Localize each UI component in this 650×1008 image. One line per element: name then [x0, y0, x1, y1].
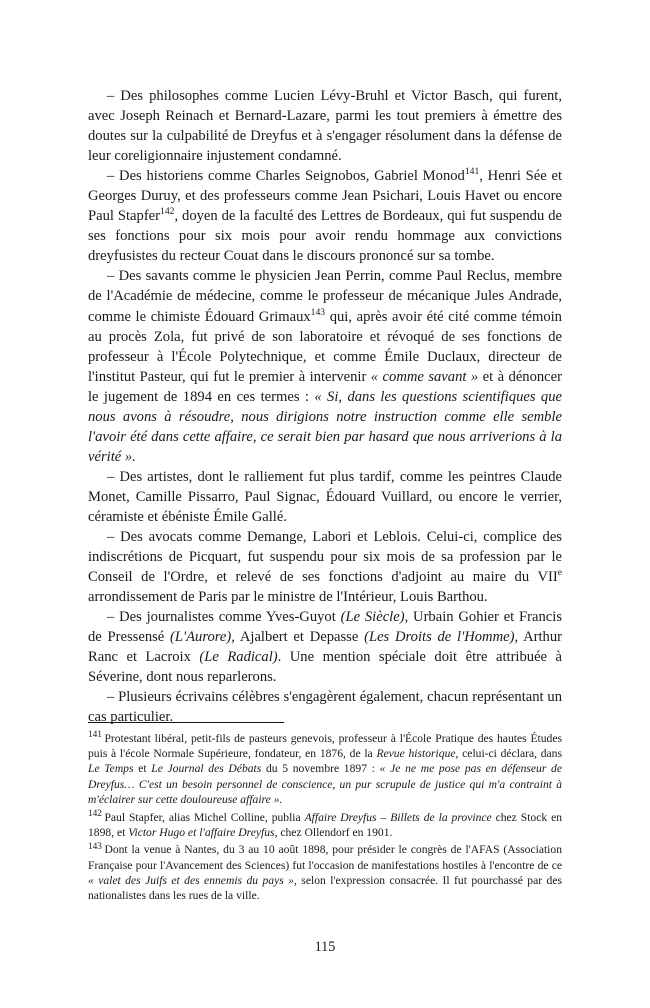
- text-run: Paul Stapfer, alias Michel Colline, publia: [104, 810, 305, 824]
- text-run: Dont la venue à Nantes, du 3 au 10 août 1898, pour présider le congrès de l'AFAS (Association Française pour l'Avancement des Sciences) fut l'occasion de manifestations hostiles à l'encontre de ce: [88, 843, 562, 872]
- text-run: chez Stock en 1898, et: [88, 810, 563, 839]
- footnote-reference-marker: 142: [160, 206, 175, 218]
- body-text-block: [88, 86, 562, 728]
- text-run: arrondissement de Paris par le ministre de l'Intérieur, Louis Barthou.: [88, 589, 488, 606]
- text-run: – Des philosophes comme Lucien Lévy-Bruhl et Victor Basch, qui furent, avec Joseph Reinach et Bernard-Lazare, parmi les tout premiers à émettre des doutes sur la culpabilité de Dreyfus et à s'engager résolument dans la défense de leur coreligionnaire injustement condamné.: [88, 88, 562, 165]
- italic-run: (Le Siècle): [340, 609, 405, 626]
- text-run: et à dénoncer le jugement de 1894 en ces termes :: [88, 368, 562, 405]
- footnote-reference-marker: 143: [310, 306, 326, 318]
- text-run: – Des journalistes comme Yves-Guyot: [107, 609, 341, 626]
- text-run: – Des savants comme le physicien Jean Perrin, comme Paul Reclus, membre de l'Académie de médecine, comme le professeur de mécanique Jules Andrade, comme le chimiste Édouard Grimaux: [88, 268, 562, 325]
- text-run: . Une mention spéciale doit être attribuée à Séverine, dont nous reparlerons.: [88, 649, 563, 686]
- footnote-number: 143: [88, 841, 102, 852]
- text-run: – Des artistes, dont le ralliement fut plus tardif, comme les peintres Claude Monet, Camille Pissarro, Paul Signac, Édouard Vuillard, ou encore le verrier, céramiste et ébéniste Émile Gallé.: [88, 468, 562, 525]
- italic-run: (L'Aurore): [170, 629, 232, 646]
- footnote-143: [88, 842, 562, 903]
- italic-run: « Je ne me pose pas en défenseur de Dreyfus… C'est un besoin personnel de conscience, un pur scrupule de justice qui m'a contraint à m'éclairer sur cette douloureuse affaire ».: [88, 762, 562, 806]
- italic-run: Affaire Dreyfus – Billets de la province: [304, 810, 492, 824]
- footnote-number: 141: [88, 730, 102, 741]
- footnote-reference-marker: 141: [464, 166, 480, 178]
- text-run: , Ajalbert et Depasse: [231, 629, 365, 646]
- text-run: , Arthur Ranc et Lacroix: [88, 629, 562, 666]
- italic-run: (Le Radical): [199, 649, 278, 666]
- page-number: 115: [314, 939, 336, 955]
- italic-run: Le Temps: [88, 762, 134, 776]
- text-run: , chez Ollendorf en 1901.: [274, 825, 393, 839]
- text-run: – Des historiens comme Charles Seignobos, Gabriel Monod: [107, 168, 465, 185]
- footnotes-block: [88, 731, 562, 906]
- par-savants: [88, 266, 562, 466]
- text-run: , selon l'expression consacrée. Il fut pourchassé par des nationalistes dans les rues de la ville.: [88, 873, 562, 903]
- footnote-141: [88, 731, 562, 807]
- italic-run: Le Journal des Débats: [151, 762, 262, 776]
- italic-run: Revue historique: [376, 747, 456, 761]
- text-run: – Des avocats comme Demange, Labori et Leblois. Celui-ci, complice des indiscrétions de Picquart, fut suspendu pour six mois de sa profession par le Conseil de l'Ordre, et relevé de ses fonctions d'adjoint au maire du VII: [88, 529, 562, 586]
- italic-run: Victor Hugo et l'affaire Dreyfus: [128, 825, 275, 839]
- footnote-142: [88, 810, 562, 840]
- footnote-number: 142: [88, 808, 102, 819]
- text-run: , Henri Sée et Georges Duruy, et des professeurs comme Jean Psichari, Louis Havet ou encore Paul Stapfer: [88, 168, 562, 225]
- par-avocats: [88, 527, 562, 607]
- italic-run: (Les Droits de l'Homme): [364, 629, 515, 646]
- italic-run: « comme savant »: [370, 368, 479, 385]
- par-historiens: [88, 166, 562, 266]
- text-run: Protestant libéral, petit-fils de pasteurs genevois, professeur à l'École Pratique des hautes Études puis à l'école Normale Supérieure, fondateur, en 1876, de la: [88, 732, 562, 761]
- text-run: du 5 novembre 1897 :: [261, 762, 380, 776]
- text-run: , doyen de la faculté des Lettres de Bordeaux, qui fut suspendu de ses fonctions pour six mois pour avoir rendu hommage aux convictions dreyfusistes du recteur Couat dans le discours prononcé sur sa tombe.: [88, 208, 562, 265]
- par-artistes: [88, 467, 562, 527]
- text-run: et: [133, 762, 152, 776]
- par-philosophes: [88, 86, 562, 166]
- italic-run: « valet des Juifs et des ennemis du pays »: [88, 873, 294, 887]
- text-run: – Plusieurs écrivains célèbres s'engagèrent également, chacun représentant un cas particulier.: [88, 689, 562, 726]
- text-run: qui, après avoir été cité comme témoin au procès Zola, fut privé de son laboratoire et révoqué de ses fonctions de professeur à l'École Polytechnique, et comme Émile Duclaux, directeur de l'institut Pasteur, qui fut le premier à intervenir: [88, 308, 562, 385]
- ordinal-suffix: e: [557, 567, 562, 579]
- footnote-separator-rule: [88, 722, 284, 723]
- par-journalistes: [88, 607, 562, 687]
- italic-run: « Si, dans les questions scientifiques que nous avons à résoudre, nous dirigions notre instruction comme elle semble l'avoir été dans cette affaire, ce serait bien par hasard que nous arriverions à la vérité ».: [88, 388, 562, 465]
- text-run: , celui-ci déclara, dans: [455, 747, 562, 761]
- text-run: , Urbain Gohier et Francis de Pressensé: [88, 609, 562, 646]
